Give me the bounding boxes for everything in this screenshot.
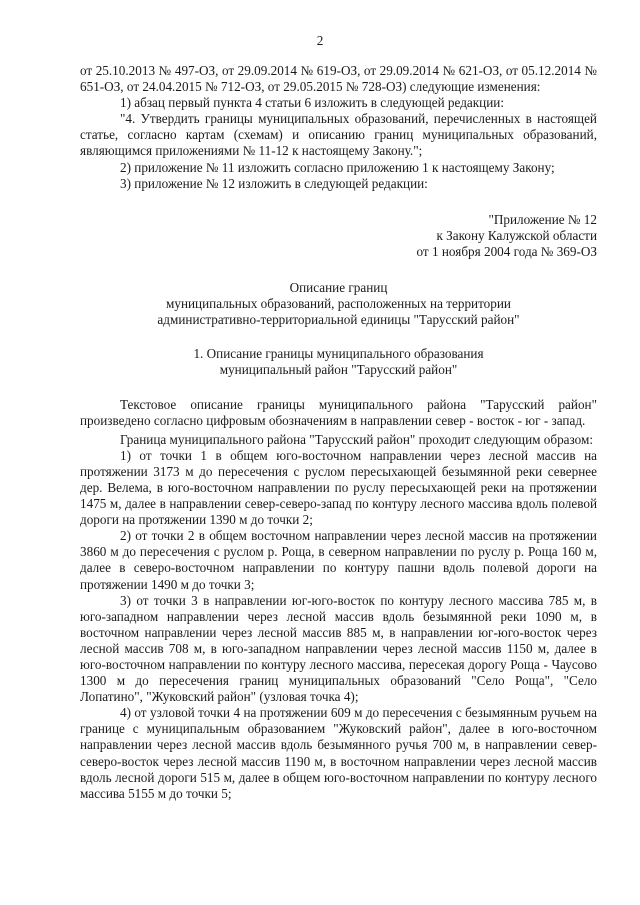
- appendix-line-2: к Закону Калужской области: [436, 227, 597, 243]
- paragraph-boundary-intro: Граница муниципального района "Тарусский район" проходит следующим образом:: [120, 431, 594, 447]
- title-line-2: муниципальных образований, расположенных на территории: [166, 296, 511, 312]
- change-item-2: 2) приложение № 11 изложить согласно приложению 1 к настоящему Закону;: [120, 159, 555, 175]
- section-heading: [80, 346, 597, 378]
- change-item-1: 1) абзац первый пункта 4 статьи 6 изложить в следующей редакции:: [120, 95, 505, 111]
- appendix-line-1: "Приложение № 12: [488, 211, 597, 227]
- paragraph-point-4: 4) от узловой точки 4 на протяжении 609 м до пересечения с безымянным ручьем на границе с муниципальным образованием "Жуковский район", далее в юго-восточном направлении через лесной массив вдоль безымянного ручья 700 м, в направлении север-северо-восток через лесной массив 1190 м, в восточном направлении через лесной массив вдоль лесной дороги 515 м, далее в общем юго-восточном направлении по контуру лесного массива 5155 м до точки 5;: [80, 705, 597, 801]
- paragraph-point-2: 2) от точки 2 в общем восточном направлении через лесной массив на протяжении 3860 м до пересечения с руслом р. Роща, в северном направлении по руслу р. Роща 160 м, далее в северо-восточном направлении по контуру пашни вдоль полевой дороги на протяжении 1490 м до точки 3;: [80, 528, 597, 592]
- paragraph-point-1: 1) от точки 1 в общем юго-восточном направлении через лесной массив на протяжении 3173 м до пересечения с руслом пересыхающей безымянной реки севернее дер. Велема, в юго-восточном направлении по руслу пересыхающей реки на протяжении 1475 м, далее в направлении север-северо-запад по контуру лесного массива вдоль полевой дороги на протяжении 1390 м до точки 2;: [80, 447, 597, 528]
- section-line-1: 1. Описание границы муниципального образования: [193, 346, 484, 362]
- intro-paragraph: от 25.10.2013 № 497-ОЗ, от 29.09.2014 № 619-ОЗ, от 29.09.2014 № 621-ОЗ, от 05.12.2014 № 651-ОЗ, от 24.04.2015 № 712-ОЗ, от 29.05.2015 № 728-ОЗ) следующие изменения:: [80, 63, 597, 95]
- change-item-quote: "4. Утвердить границы муниципальных образований, перечисленных в настоящей статье, согласно картам (схемам) и описанию границ муниципальных образований, являющимся приложениями № 11-12 к настоящему Закону.";: [80, 111, 597, 159]
- document-title: [80, 280, 597, 328]
- change-item-3: 3) приложение № 12 изложить в следующей редакции:: [120, 175, 428, 191]
- section-line-2: муниципальный район "Тарусский район": [219, 362, 458, 378]
- title-line-3: административно-территориальной единицы "Тарусский район": [157, 312, 520, 328]
- page-number: 2: [316, 33, 324, 48]
- appendix-header: [80, 212, 597, 260]
- appendix-line-3: от 1 ноября 2004 года № 369-ОЗ: [416, 243, 597, 259]
- document-body: [80, 63, 597, 802]
- paragraph-point-3: 3) от точки 3 в направлении юг-юго-восток по контуру лесного массива 785 м, в юго-западном направлении через лесной массив вдоль безымянной реки 1090 м, в восточном направлении через лесной массив 885 м, в направлении юг-юго-восток через лесной массив 708 м, в юго-западном направлении через лесной массив 1150 м, далее в юго-восточном направлении по контуру лесного массива, пересекая дорогу Роща - Чаусово 1300 м до пересечения границ муниципальных образований "Село Роща", "Село Лопатино", "Жуковский район" (узловая точка 4);: [80, 592, 597, 705]
- paragraph-description: Текстовое описание границы муниципального района "Тарусский район" произведено согласно цифровым обозначениям в направлении север - восток - юг - запад.: [80, 396, 597, 428]
- title-line-1: Описание границ: [289, 280, 388, 296]
